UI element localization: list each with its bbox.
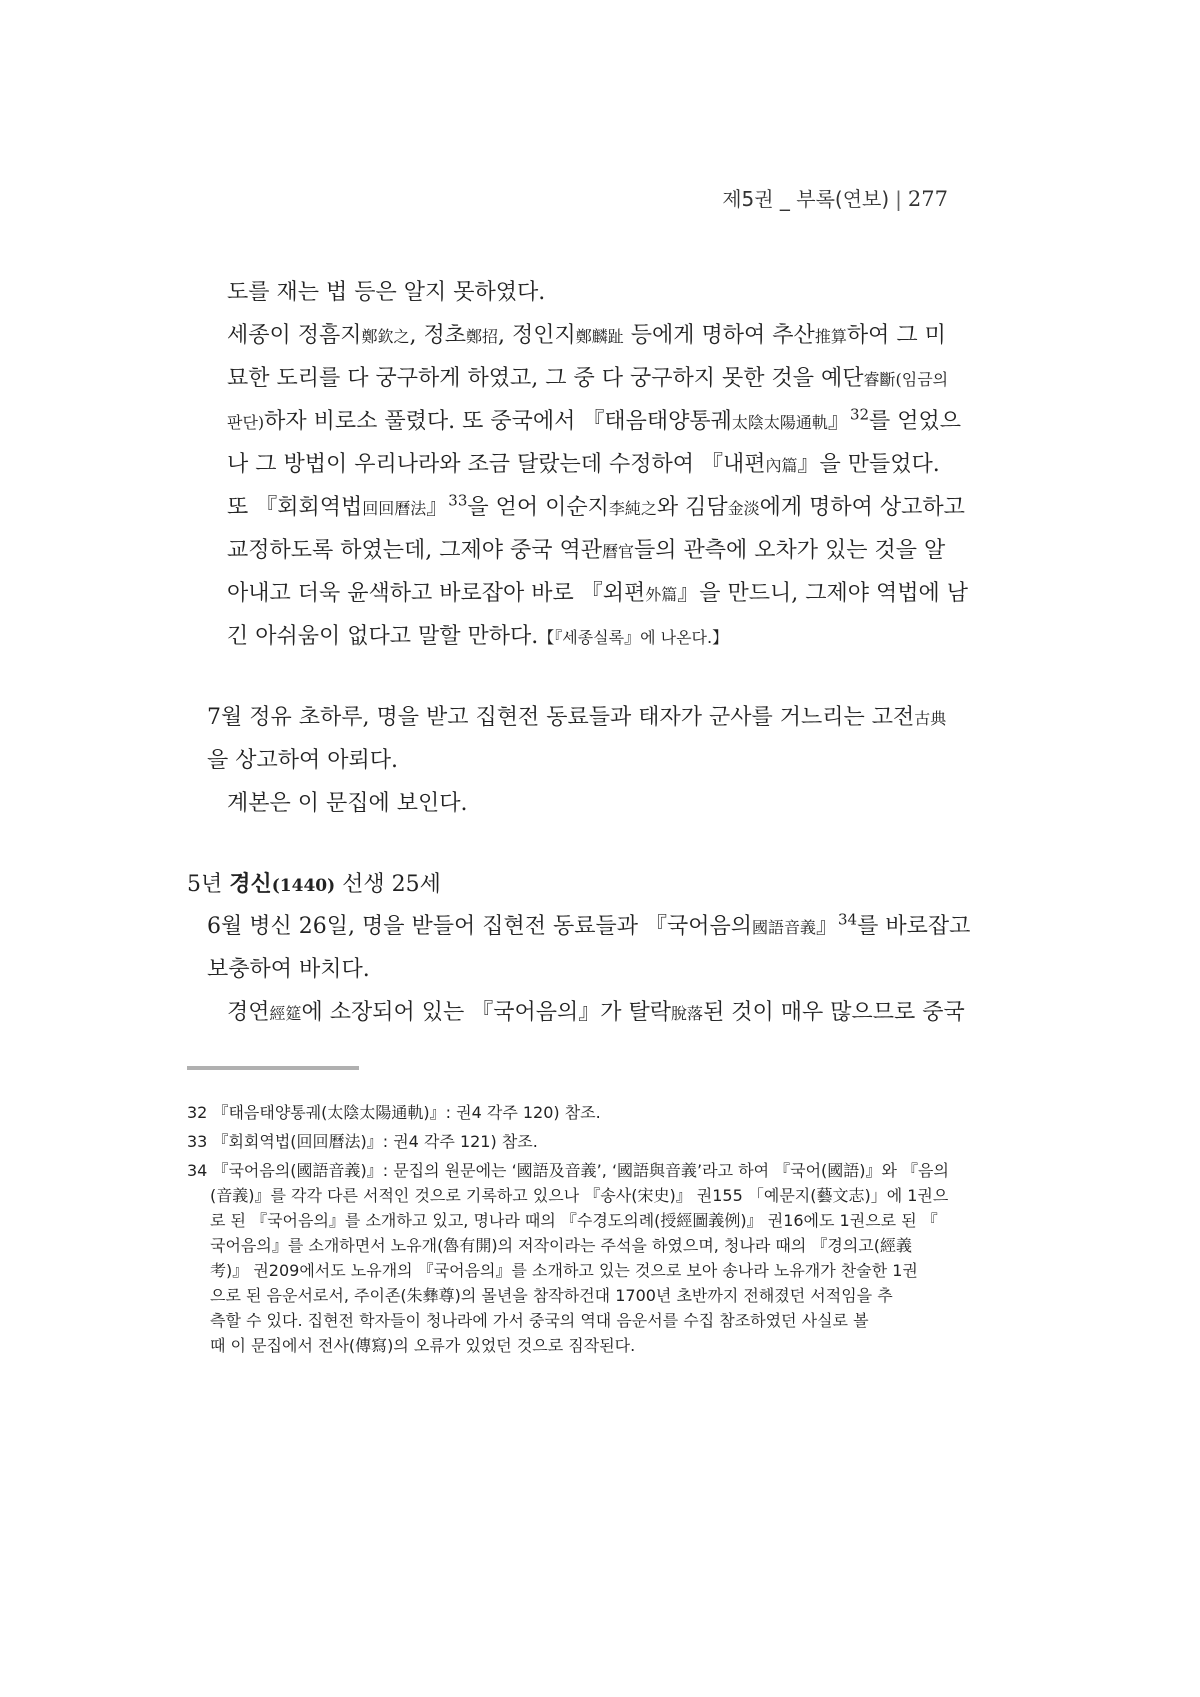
heading-prefix: 5년 [187,872,230,897]
entry-line [227,999,965,1028]
text: 을 얻어 이순지 [467,495,609,520]
text: 』 [426,495,449,520]
footnote-ref[interactable]: 34 [838,910,858,929]
body-line [227,491,965,523]
heading-suffix: 선생 25세 [335,872,441,897]
hanja-gloss: 李純之 [608,499,657,518]
text: , 정인지 [498,323,576,348]
header-section-title: 제5권 _ 부록(연보) [722,187,890,211]
text: 하자 비로소 풀렸다. 또 중국에서 『태음태양통궤 [264,409,732,434]
entry-line [207,956,370,984]
footnote-34-line: 로 된 『국어음의』를 소개하고 있고, 명나라 때의 『수경도의례(授經圖義例)』 권16에도 1권으로 된 『 [210,1211,938,1230]
entry-line [207,910,971,942]
entry-line [227,790,468,818]
text: 하여 그 미 [846,323,946,348]
running-header [700,183,948,212]
text: 와 김담 [656,495,728,520]
text: 긴 아쉬움이 없다고 말할 만하다. [227,624,539,649]
text: 보충하여 바치다. [207,957,370,982]
entry-line [207,704,946,733]
footnote-34-line: 때 이 문집에서 전사(傳寫)의 오류가 있었던 것으로 짐작된다. [210,1336,636,1355]
hanja-gloss: 睿斷 [863,370,896,389]
page-number: 277 [907,187,948,211]
hanja-gloss: 推算 [814,327,847,346]
footnote-ref[interactable]: 33 [448,491,468,510]
text: 세종이 정흠지 [227,323,362,348]
text: 를 바로잡고 [857,914,971,939]
body-line [227,279,545,307]
hanja-gloss: 曆官 [602,542,635,561]
text: 경연 [227,1000,270,1025]
hanja-gloss: 國語音義 [751,918,816,937]
entry-line [207,747,398,775]
hanja-gloss: 鄭欽之 [361,327,410,346]
text: 6월 병신 26일, 명을 받들어 집현전 동료들과 『국어음의 [207,914,752,939]
text: 등에게 명하여 추산 [623,323,815,348]
footnote-32: 32 『태음태양통궤(太陰太陽通軌)』: 권4 각주 120) 참조. [187,1103,601,1122]
text: 을 상고하여 아뢰다. [207,748,398,773]
body-line [227,365,948,394]
body-line [227,537,945,566]
year-heading [187,870,441,900]
text: 』 [827,409,850,434]
hanja-gloss: 金淡 [727,499,760,518]
text: , 정초 [409,323,467,348]
text: 들의 관측에 오차가 있는 것을 알 [634,538,946,563]
footnote-33: 33 『회회역법(回回曆法)』: 권4 각주 121) 참조. [187,1132,538,1151]
heading-ganji: 경신 [229,871,272,897]
heading-year: (1440) [271,876,336,896]
hanja-gloss: 古典 [914,709,947,728]
hanja-gloss: 內篇 [765,456,798,475]
inline-note: (임금의 [895,370,949,389]
footnote-divider [187,1066,359,1070]
body-line [227,451,940,480]
body-line [227,580,968,609]
hanja-gloss: 外篇 [645,585,678,604]
body-line [227,405,962,437]
hanja-gloss: 鄭麟趾 [575,327,624,346]
text: 묘한 도리를 다 궁구하게 하였고, 그 중 다 궁구하지 못한 것을 예단 [227,366,864,391]
inline-note: 판단) [227,413,265,432]
footnote-34-line: 측할 수 있다. 집현전 학자들이 청나라에 가서 중국의 역대 음운서를 수집 참조하였던 사실로 볼 [210,1311,869,1330]
text: 아내고 더욱 윤색하고 바로잡아 바로 『외편 [227,581,646,606]
footnote-34-line: 국어음의』를 소개하면서 노유개(魯有開)의 저작이라는 주석을 하였으며, 청나라 때의 『경의고(經義 [210,1236,913,1255]
text: 교정하도록 하였는데, 그제야 중국 역관 [227,538,602,563]
text: 또 『회회역법 [227,495,363,520]
hanja-gloss: 太陰太陽通軌 [731,413,828,432]
text: 에 소장되어 있는 『국어음의』가 탈락 [301,1000,672,1025]
footnote-34-line: 考)』 권209에서도 노유개의 『국어음의』를 소개하고 있는 것으로 보아 송나라 노유개가 찬술한 1권 [210,1261,918,1280]
text: 계본은 이 문집에 보인다. [227,791,468,816]
text: 를 얻었으 [869,409,962,434]
text: 7월 정유 초하루, 명을 받고 집현전 동료들과 태자가 군사를 거느리는 고전 [207,705,915,730]
text: 』을 만들었다. [797,452,940,477]
body-line [227,322,946,351]
footnote-34-line: 으로 된 음운서로서, 주이존(朱彝尊)의 몰년을 참작하건대 1700년 초반까지 전해졌던 서적임을 추 [210,1286,893,1305]
footnote-ref[interactable]: 32 [849,405,870,424]
text: 에게 명하여 상고하고 [759,495,965,520]
source-note: 【『세종실록』에 나온다.】 [538,628,729,647]
footnote-34-line: 34 『국어음의(國語音義)』: 문집의 원문에는 ‘國語及音義’, ‘國語與音義’라고 하여 『국어(國語)』와 『음의 [187,1161,949,1180]
text: 도를 재는 법 등은 알지 못하였다. [227,280,546,305]
text: 』을 만드니, 그제야 역법에 남 [677,581,969,606]
hanja-gloss: 脫落 [671,1004,704,1023]
text: 된 것이 매우 많으므로 중국 [703,1000,965,1025]
header-separator: | [895,187,902,211]
hanja-gloss: 經筵 [269,1004,302,1023]
text: 』 [816,914,839,939]
footnote-34-line: (音義)』를 각각 다른 서적인 것으로 기록하고 있으나 『송사(宋史)』 권155 「예문지(藝文志)」에 1권으 [210,1186,949,1205]
text: 나 그 방법이 우리나라와 조금 달랐는데 수정하여 『내편 [227,452,766,477]
hanja-gloss: 回回曆法 [362,499,427,518]
body-line [227,623,728,652]
hanja-gloss: 鄭招 [466,327,499,346]
